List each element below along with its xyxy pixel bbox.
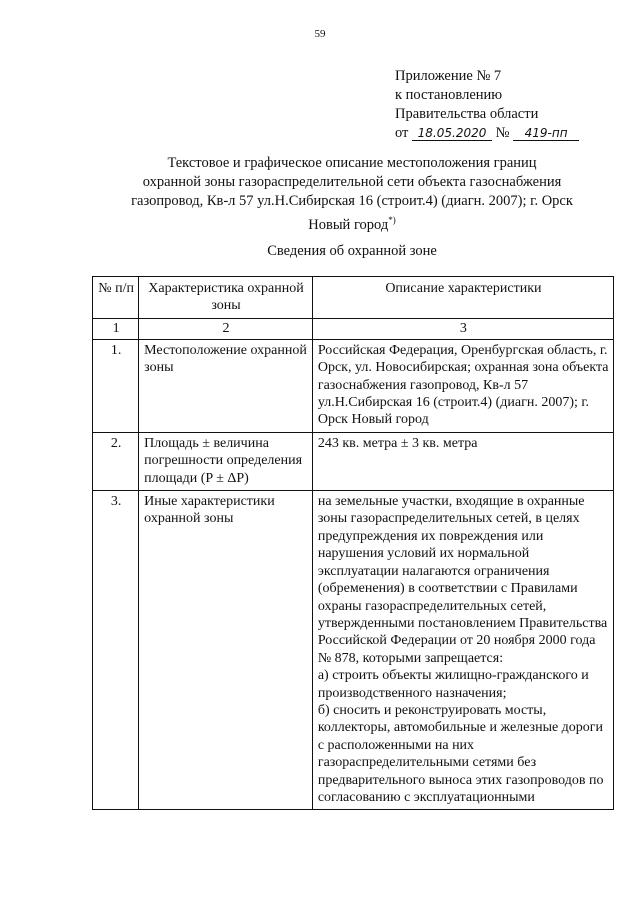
zone-info-table [92, 276, 614, 810]
header-description: Описание характеристики [312, 277, 613, 319]
column-number-row [93, 318, 614, 339]
header-characteristic: Характеристика охранной зоны [139, 277, 313, 319]
table-row [93, 432, 614, 490]
title-line [92, 211, 612, 235]
row-characteristic: Иные характеристики охранной зоны [139, 491, 313, 810]
appendix-date-line [395, 124, 579, 143]
table-header-row [93, 277, 614, 319]
date-prefix: от [395, 125, 409, 141]
table-row [93, 491, 614, 810]
row-number: 1. [93, 339, 139, 432]
number-prefix: № [495, 125, 510, 141]
row-description: Российская Федерация, Оренбургская область, г. Орск, ул. Новосибирская; охранная зона объекта газоснабжения газопровод, Кв-л 57 ул.Н.Сибирская 16 (строит.4) (диагн. 2007); г. Орск Новый город [312, 339, 613, 432]
header-number: № п/п [93, 277, 139, 319]
appendix-line-government: Правительства области [395, 106, 539, 122]
column-number: 3 [312, 318, 613, 339]
section-subtitle: Сведения об охранной зоне [267, 243, 437, 259]
footnote-mark: *) [388, 215, 396, 225]
document-title [92, 154, 612, 235]
row-number: 3. [93, 491, 139, 810]
row-number: 2. [93, 432, 139, 490]
column-number: 1 [93, 318, 139, 339]
title-line: охранной зоны газораспределительной сети объекта газоснабжения [142, 174, 562, 190]
page-number: 59 [314, 28, 326, 40]
row-description-cell [312, 491, 613, 810]
appendix-title: Приложение № 7 [395, 68, 502, 84]
row-description: 243 кв. метра ± 3 кв. метра [312, 432, 613, 490]
title-line-end: Новый город [308, 216, 389, 233]
table-row [93, 339, 614, 432]
row-description: на земельные участки, входящие в охранные зоны газораспределительных сетей, в целях предупреждения их повреждения или нарушения условий их нормальной эксплуатации налагаются ограничения (обременения) в соответствии с Правилами охраны газораспределительных сетей, утвержденными постановлением Правительства Российской Федерации от 20 ноября 2000 года № 878, которыми запрещается: [317, 494, 608, 666]
appendix-line-resolution: к постановлению [395, 87, 503, 103]
title-line: Текстовое и графическое описание местоположения границ [167, 155, 537, 171]
restriction-item-b: б) сносить и реконструировать мосты, коллекторы, автомобильные и железные дороги с расположенными на них газораспределительными сетями без предварительного выноса этих газопроводов по согласованию с эксплуатационными [317, 702, 604, 805]
handwritten-date: 18.05.2020 [412, 126, 492, 141]
title-line: газопровод, Кв-л 57 ул.Н.Сибирская 16 (строит.4) (диагн. 2007); г. Орск [131, 193, 573, 209]
appendix-block [395, 67, 579, 143]
column-number: 2 [139, 318, 313, 339]
row-characteristic: Местоположение охранной зоны [139, 339, 313, 432]
row-characteristic: Площадь ± величина погрешности определения площади (P ± ΔP) [139, 432, 313, 490]
handwritten-number: 419-пп [513, 126, 579, 141]
restriction-item-a: а) строить объекты жилищно-гражданского и производственного назначения; [317, 668, 589, 701]
